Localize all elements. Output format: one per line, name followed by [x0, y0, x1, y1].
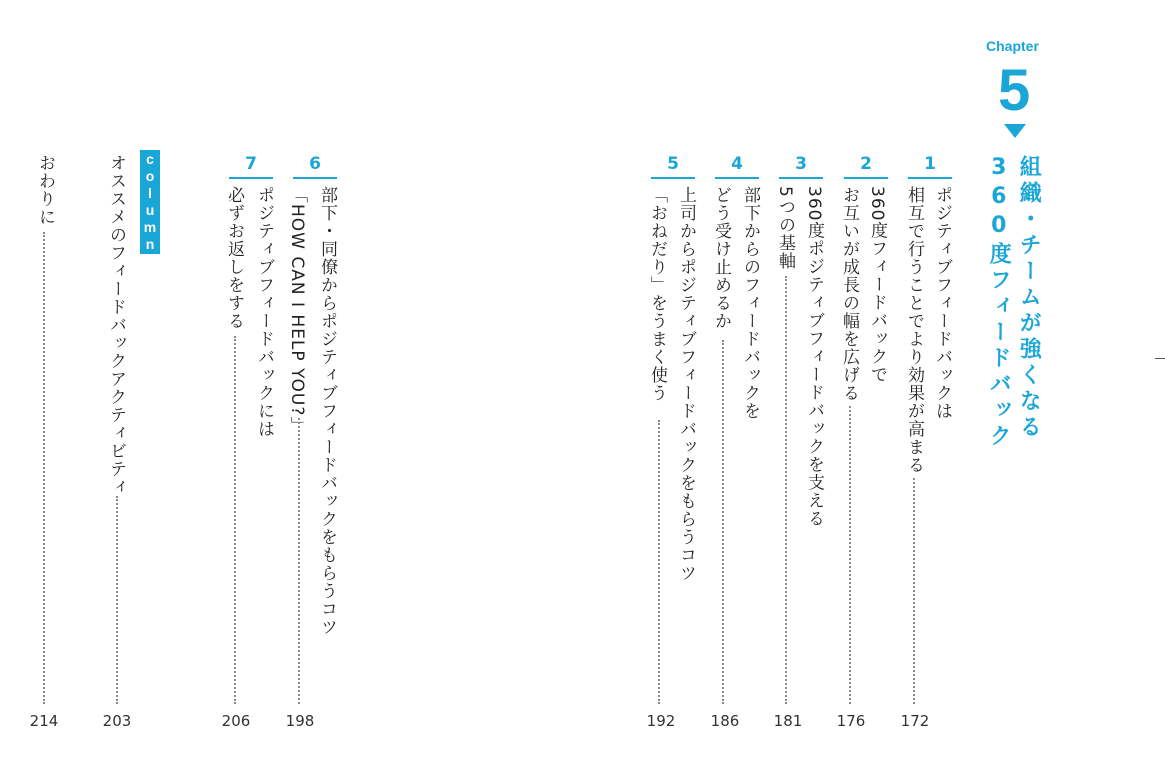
section-number-1: 1: [924, 154, 936, 174]
page-number-1: 172: [900, 712, 930, 730]
column-badge: column: [142, 151, 158, 253]
leader-dots-1: [913, 478, 915, 704]
leader-dots-2: [849, 406, 851, 704]
page-number-5: 192: [646, 712, 676, 730]
section-number-3: 3: [795, 154, 807, 174]
section-subtitle-5[interactable]: 「おねだり」をうまく使う: [647, 186, 667, 402]
leader-dots-column: [116, 496, 118, 704]
leader-dots-4: [722, 340, 724, 704]
section-subtitle-4[interactable]: どう受け止めるか: [711, 186, 731, 330]
section-underline-7: [229, 177, 273, 179]
page-number-2: 176: [836, 712, 866, 730]
page-number-3: 181: [773, 712, 803, 730]
section-subtitle-7[interactable]: 必ずお返しをする: [224, 186, 244, 330]
page-number-column: 203: [102, 712, 132, 730]
section-underline-3: [779, 177, 823, 179]
section-number-2: 2: [860, 154, 872, 174]
section-subtitle-6[interactable]: 「HOW CAN I HELP YOU?」: [287, 186, 307, 435]
closing-title[interactable]: おわりに: [35, 154, 55, 226]
leader-dots-3: [785, 276, 787, 704]
section-underline-6: [293, 177, 337, 179]
chapter-number: 5: [998, 58, 1031, 123]
section-underline-5: [651, 177, 695, 179]
edge-mark: [1155, 358, 1165, 359]
leader-dots-closing: [43, 232, 45, 704]
section-subtitle-2[interactable]: お互いが成長の幅を広げる: [839, 186, 859, 402]
leader-dots-7: [234, 336, 236, 704]
section-number-6: 6: [309, 154, 321, 174]
section-underline-2: [844, 177, 888, 179]
page-number-6: 198: [285, 712, 315, 730]
section-title-6[interactable]: 部下・同僚からポジティブフィードバックをもらうコツ: [317, 186, 337, 636]
section-title-4[interactable]: 部下からのフィードバックを: [740, 186, 760, 420]
section-title-5[interactable]: 上司からポジティブフィードバックをもらうコツ: [676, 186, 696, 582]
chapter-title-line2: 360度フィードバック: [986, 155, 1012, 450]
page-number-4: 186: [710, 712, 740, 730]
chapter-title-line1: 組織・チームが強くなる: [1016, 155, 1042, 441]
section-underline-1: [908, 177, 952, 179]
section-number-4: 4: [731, 154, 743, 174]
chapter-label: Chapter: [986, 38, 1039, 54]
section-title-3[interactable]: 360度ポジティブフィードバックを支える: [804, 186, 824, 528]
leader-dots-6: [298, 418, 300, 704]
section-title-1[interactable]: ポジティブフィードバックは: [932, 186, 952, 420]
section-title-7[interactable]: ポジティブフィードバックには: [254, 186, 274, 438]
section-subtitle-1[interactable]: 相互で行うことでより効果が高まる: [904, 186, 924, 474]
chapter-triangle-icon: [1004, 124, 1026, 138]
section-number-7: 7: [245, 154, 257, 174]
section-number-5: 5: [667, 154, 679, 174]
section-subtitle-3[interactable]: 5つの基軸: [775, 186, 795, 270]
leader-dots-5: [658, 420, 660, 704]
page-number-7: 206: [221, 712, 251, 730]
page-number-closing: 214: [29, 712, 59, 730]
column-title[interactable]: オススメのフィードバックアクティビティ: [106, 154, 126, 496]
section-title-2[interactable]: 360度フィードバックで: [867, 186, 887, 384]
section-underline-4: [715, 177, 759, 179]
